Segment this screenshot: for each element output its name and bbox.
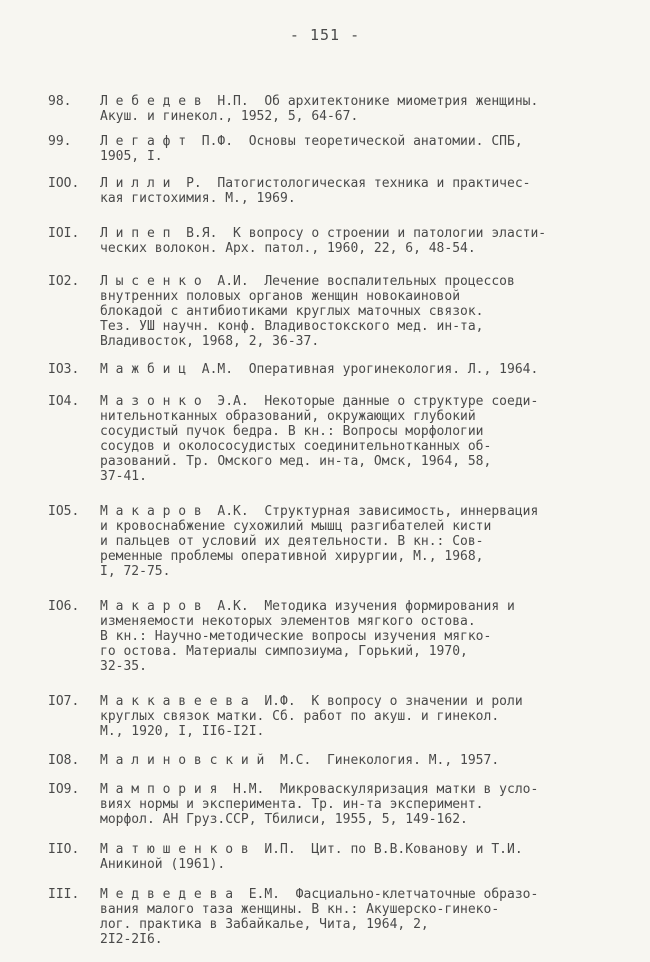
reference-entry: [48, 394, 628, 484]
reference-entry: [48, 887, 628, 947]
reference-line: сосудистый пучок бедра. В кн.: Вопросы морфологии: [100, 424, 484, 439]
reference-line: М а к к а в е е в а И.Ф. К вопросу о значении и роли: [100, 694, 523, 709]
reference-text: [100, 694, 628, 739]
reference-text: [100, 394, 628, 484]
reference-entry: [48, 176, 628, 206]
reference-number: 99.: [48, 134, 72, 149]
reference-line: разований. Тр. Омского мед. ин-та, Омск, 1964, 58,: [100, 454, 492, 469]
reference-line: М а л и н о в с к и й М.С. Гинекология. М., 1957.: [100, 753, 500, 768]
reference-text: [100, 782, 628, 827]
reference-line: Тез. УШ научн. конф. Владивостокского мед. ин-та,: [100, 319, 484, 334]
reference-line: 37-41.: [100, 469, 147, 484]
reference-line: М., 1920, I, II6-I2I.: [100, 724, 265, 739]
reference-entry: [48, 226, 628, 256]
reference-number: IO2.: [48, 274, 80, 289]
reference-line: морфол. АН Груз.ССР, Тбилиси, 1955, 5, 149-162.: [100, 812, 468, 827]
reference-number: IIO.: [48, 842, 80, 857]
reference-line: М а ж б и ц А.М. Оперативная урогинекология. Л., 1964.: [100, 362, 539, 377]
reference-entry: [48, 782, 628, 827]
reference-entry: [48, 694, 628, 739]
reference-number: IO3.: [48, 362, 80, 377]
reference-text: [100, 362, 628, 377]
reference-text: [100, 226, 628, 256]
reference-text: [100, 176, 628, 206]
reference-line: Аникиной (1961).: [100, 857, 226, 872]
reference-text: [100, 599, 628, 674]
reference-text: [100, 887, 628, 947]
reference-line: М а м п о р и я Н.М. Микроваскуляризация матки в усло-: [100, 782, 539, 797]
reference-line: го остова. Материалы симпозиума, Горький, 1970,: [100, 644, 468, 659]
reference-line: 2I2-2I6.: [100, 932, 163, 947]
reference-line: вания малого таза женщины. В кн.: Акушерско-гинеко-: [100, 902, 500, 917]
reference-number: 98.: [48, 94, 72, 109]
reference-line: Л и п е п В.Я. К вопросу о строении и патологии эласти-: [100, 226, 547, 241]
reference-number: IO4.: [48, 394, 80, 409]
reference-list: [48, 94, 628, 962]
reference-line: М а к а р о в А.К. Методика изучения формирования и: [100, 599, 515, 614]
reference-line: нительнотканных образований, окружающих глубокий: [100, 409, 476, 424]
reference-line: лог. практика в Забайкалье, Чита, 1964, 2,: [100, 917, 429, 932]
reference-number: IO6.: [48, 599, 80, 614]
reference-line: I, 72-75.: [100, 564, 171, 579]
reference-number: IO7.: [48, 694, 80, 709]
reference-line: Л е б е д е в Н.П. Об архитектонике миометрия женщины.: [100, 94, 539, 109]
reference-line: Владивосток, 1968, 2, 36-37.: [100, 334, 320, 349]
reference-text: [100, 134, 628, 164]
page-number: - 151 -: [289, 26, 361, 44]
reference-text: [100, 842, 628, 872]
reference-line: 32-35.: [100, 659, 147, 674]
reference-number: IO8.: [48, 753, 80, 768]
reference-line: ческих волокон. Арх. патол., 1960, 22, 6, 48-54.: [100, 241, 476, 256]
reference-entry: [48, 134, 628, 164]
reference-text: [100, 753, 628, 768]
reference-entry: [48, 842, 628, 872]
reference-line: круглых связок матки. Сб. работ по акуш. и гинекол.: [100, 709, 500, 724]
reference-line: Л и л л и Р. Патогистологическая техника и практичес-: [100, 176, 531, 191]
reference-entry: [48, 599, 628, 674]
reference-number: IO9.: [48, 782, 80, 797]
reference-line: блокадой с антибиотиками круглых маточных связок.: [100, 304, 484, 319]
reference-line: М е д в е д е в а Е.М. Фасциально-клетчаточные образо-: [100, 887, 539, 902]
reference-entry: [48, 274, 628, 349]
reference-text: [100, 504, 628, 579]
reference-line: ременные проблемы оперативной хирургии, М., 1968,: [100, 549, 484, 564]
reference-entry: [48, 753, 628, 768]
reference-line: и кровоснабжение сухожилий мышц разгибателей кисти: [100, 519, 492, 534]
reference-number: IOO.: [48, 176, 80, 191]
reference-text: [100, 94, 628, 124]
reference-number: III.: [48, 887, 80, 902]
reference-line: внутренних половых органов женщин новокаиновой: [100, 289, 461, 304]
reference-entry: [48, 94, 628, 124]
reference-line: Л е г а ф т П.Ф. Основы теоретической анатомии. СПБ,: [100, 134, 523, 149]
reference-entry: [48, 362, 628, 377]
reference-line: изменяемости некоторых элементов мягкого остова.: [100, 614, 476, 629]
reference-line: В кн.: Научно-методические вопросы изучения мягко-: [100, 629, 492, 644]
reference-line: виях нормы и эксперимента. Тр. ин-та эксперимент.: [100, 797, 484, 812]
reference-line: Л ы с е н к о А.И. Лечение воспалительных процессов: [100, 274, 515, 289]
reference-line: М а т ю ш е н к о в И.П. Цит. по В.В.Кованову и Т.И.: [100, 842, 523, 857]
reference-line: М а з о н к о Э.А. Некоторые данные о структуре соеди-: [100, 394, 539, 409]
reference-entry: [48, 504, 628, 579]
reference-number: IO5.: [48, 504, 80, 519]
reference-line: кая гистохимия. М., 1969.: [100, 191, 296, 206]
reference-line: Акуш. и гинекол., 1952, 5, 64-67.: [100, 109, 359, 124]
reference-line: М а к а р о в А.К. Структурная зависимость, иннервация: [100, 504, 539, 519]
reference-line: 1905, I.: [100, 149, 163, 164]
reference-line: и пальцев от условий их деятельности. В кн.: Сов-: [100, 534, 484, 549]
reference-line: сосудов и околососудистых соединительнотканных об-: [100, 439, 492, 454]
reference-number: IOI.: [48, 226, 80, 241]
reference-text: [100, 274, 628, 349]
